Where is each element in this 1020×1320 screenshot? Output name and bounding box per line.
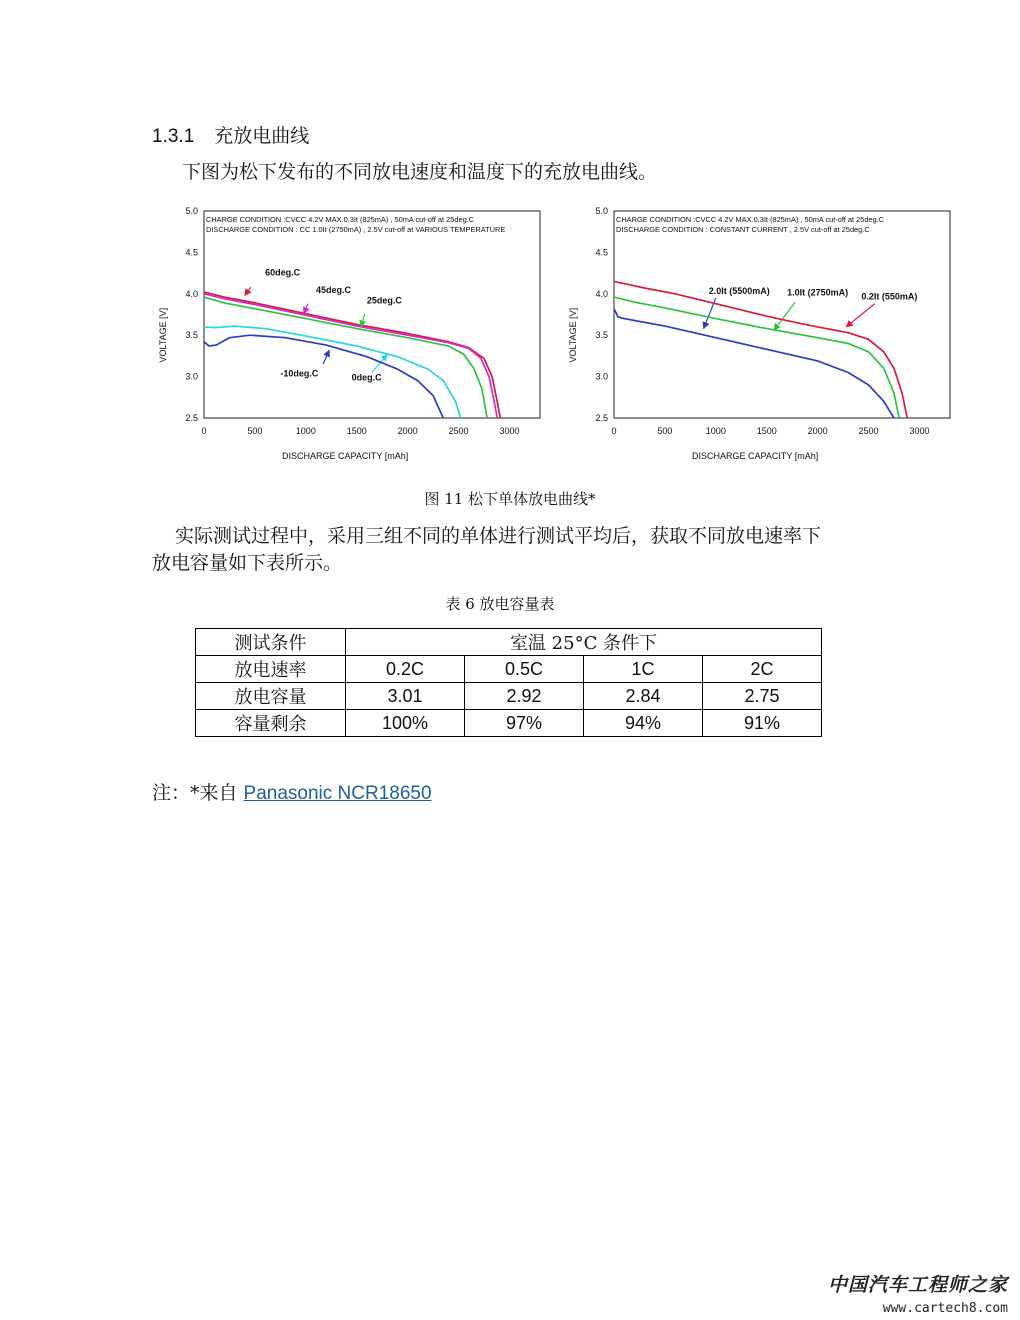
series-line xyxy=(204,294,497,418)
x-tick-label: 0 xyxy=(611,426,617,436)
table-row xyxy=(196,629,822,656)
series-label: -10deg.C xyxy=(280,368,319,379)
x-tick-label: 1500 xyxy=(346,426,367,436)
table-cell: 100% xyxy=(346,710,465,737)
condition-text: DISCHARGE CONDITION : CC 1.0It (2750mA) , 2.5V cut-off at VARIOUS TEMPERATURE xyxy=(206,225,506,234)
y-tick-label: 2.5 xyxy=(595,413,608,423)
table-cell: 2.75 xyxy=(703,683,822,710)
capacity-table xyxy=(195,628,822,737)
y-axis-label: VOLTAGE [V] xyxy=(568,307,578,363)
x-tick-label: 1500 xyxy=(756,426,777,436)
y-tick-label: 4.0 xyxy=(185,288,198,299)
table-cell: 97% xyxy=(465,710,584,737)
footnote-link[interactable]: Panasonic NCR18650 xyxy=(243,783,432,804)
section-title: 充放电曲线 xyxy=(214,125,310,147)
table-row xyxy=(196,656,822,683)
series-arrow xyxy=(245,287,251,295)
table-cell: 3.01 xyxy=(346,683,465,710)
series-arrow xyxy=(323,350,329,364)
y-tick-label: 3.0 xyxy=(595,371,608,382)
section-number: 1.3.1 xyxy=(152,126,195,147)
series-label: 45deg.C xyxy=(316,284,352,295)
watermark-url: www.cartech8.com xyxy=(882,1301,1008,1316)
series-line xyxy=(204,292,500,418)
table-cell: 2C xyxy=(703,656,822,683)
y-tick-label: 4.0 xyxy=(595,288,608,299)
table-cell: 91% xyxy=(703,710,822,737)
y-tick-label: 3.5 xyxy=(185,330,198,341)
chart-temperature xyxy=(150,200,560,474)
table-row-label: 容量剩余 xyxy=(196,710,346,737)
series-label: 2.0It (5500mA) xyxy=(708,285,770,296)
condition-text: DISCHARGE CONDITION : CONSTANT CURRENT , 2.5V cut-off at 25deg.C xyxy=(616,225,870,234)
table-header-value: 室温 25°C 条件下 xyxy=(346,629,822,656)
table-row-label: 放电容量 xyxy=(196,683,346,710)
x-tick-label: 2000 xyxy=(807,426,828,436)
paragraph-line-1: 实际测试过程中，采用三组不同的单体进行测试平均后，获取不同放电速率下 xyxy=(175,525,822,547)
y-tick-label: 2.5 xyxy=(185,413,198,423)
x-tick-label: 500 xyxy=(657,426,673,436)
table-header-label: 测试条件 xyxy=(196,629,346,656)
table-row-label: 放电速率 xyxy=(196,656,346,683)
intro-paragraph: 下图为松下发布的不同放电速度和温度下的充放电曲线。 xyxy=(182,161,658,183)
y-tick-label: 3.0 xyxy=(185,371,198,382)
table-cell: 2.92 xyxy=(465,683,584,710)
y-axis-label: VOLTAGE [V] xyxy=(158,307,168,363)
table-cell: 0.2C xyxy=(346,656,465,683)
x-tick-label: 2500 xyxy=(858,426,879,436)
series-label: 0.2It (550mA) xyxy=(861,291,918,302)
watermark-title: 中国汽车工程师之家 xyxy=(827,1274,1008,1296)
section-heading xyxy=(152,121,309,148)
y-tick-label: 5.0 xyxy=(185,206,198,216)
series-line xyxy=(204,297,487,418)
condition-text: CHARGE CONDITION :CVCC 4.2V MAX.0.3It (825mA) , 50mA cut-off at 25deg.C xyxy=(206,215,475,224)
series-line xyxy=(614,297,899,418)
x-tick-label: 1000 xyxy=(705,426,726,436)
x-axis-label: DISCHARGE CAPACITY [mAh] xyxy=(692,451,819,461)
table-row xyxy=(196,683,822,710)
series-label: 60deg.C xyxy=(265,267,301,278)
watermark xyxy=(828,1270,1008,1316)
series-arrow xyxy=(304,304,308,314)
series-label: 0deg.C xyxy=(351,372,382,383)
table-caption: 表 6 放电容量表 xyxy=(445,595,555,613)
plot-frame xyxy=(204,211,540,418)
y-tick-label: 5.0 xyxy=(595,206,608,216)
series-label: 25deg.C xyxy=(366,295,402,306)
x-tick-label: 2500 xyxy=(448,426,469,436)
table-cell: 0.5C xyxy=(465,656,584,683)
footnote xyxy=(152,778,432,805)
paragraph-line-2: 放电容量如下表所示。 xyxy=(152,552,343,574)
figure-caption: 图 11 松下单体放电曲线* xyxy=(424,490,596,508)
series-arrow xyxy=(774,302,795,330)
series-label: 1.0It (2750mA) xyxy=(787,287,849,298)
x-tick-label: 3000 xyxy=(499,426,520,436)
x-tick-label: 3000 xyxy=(909,426,930,436)
table-row xyxy=(196,710,822,737)
table-cell: 1C xyxy=(584,656,703,683)
y-tick-label: 3.5 xyxy=(595,330,608,341)
series-arrow xyxy=(846,304,875,327)
x-tick-label: 500 xyxy=(247,426,263,436)
x-tick-label: 1000 xyxy=(295,426,316,436)
x-tick-label: 0 xyxy=(201,426,207,436)
y-tick-label: 4.5 xyxy=(595,247,608,258)
series-line xyxy=(204,335,443,418)
footnote-prefix: 注：*来自 xyxy=(152,782,244,804)
chart-rate-svg xyxy=(560,200,970,470)
chart-rate xyxy=(560,200,970,474)
condition-text: CHARGE CONDITION :CVCC 4.2V MAX.0.3It (825mA) , 50mA cut-off at 25deg.C xyxy=(616,215,885,224)
y-tick-label: 4.5 xyxy=(185,247,198,258)
x-axis-label: DISCHARGE CAPACITY [mAh] xyxy=(282,451,409,461)
x-tick-label: 2000 xyxy=(397,426,418,436)
table-cell: 94% xyxy=(584,710,703,737)
series-line xyxy=(614,309,894,418)
table-cell: 2.84 xyxy=(584,683,703,710)
chart-temperature-svg xyxy=(150,200,560,470)
